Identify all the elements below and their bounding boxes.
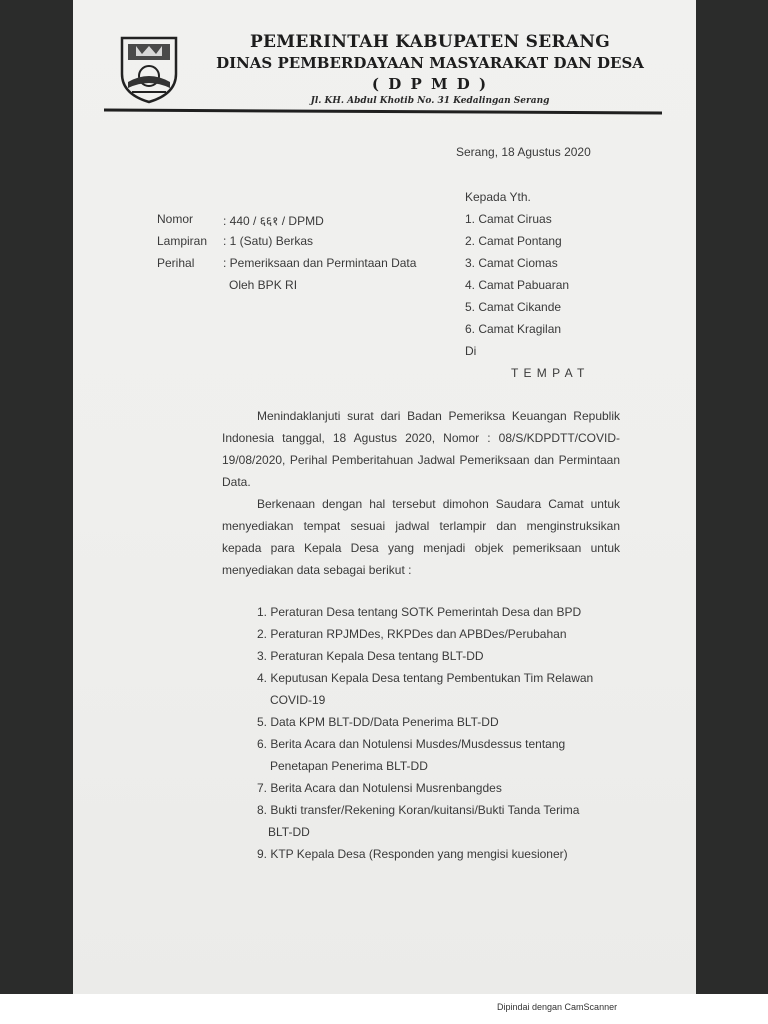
paragraph-2-line: menyediakan tempat sesuai jadwal terlampir dan menginstruksikan — [222, 519, 620, 533]
paragraph-2-line: Berkenaan dengan hal tersebut dimohon Saudara Camat untuk — [257, 497, 620, 511]
list-item: 8. Bukti transfer/Rekening Koran/kuitansi/Bukti Tanda Terima — [257, 803, 580, 817]
recipient-item: 6. Camat Kragilan — [465, 322, 562, 336]
perihal-value: : Pemeriksaan dan Permintaan Data — [223, 256, 417, 270]
list-item: 2. Peraturan RPJMDes, RKPDes dan APBDes/Perubahan — [257, 627, 567, 641]
list-item: 4. Keputusan Kepala Desa tentang Pembentukan Tim Relawan — [257, 671, 594, 685]
letter-date: Serang, 18 Agustus 2020 — [456, 145, 591, 159]
list-item: 9. KTP Kepala Desa (Responden yang mengisi kuesioner) — [257, 847, 568, 861]
recipient-intro: Kepada Yth. — [465, 190, 531, 204]
paragraph-1-line: Data. — [222, 475, 251, 489]
paragraph-1-line: 19/08/2020, Perihal Pemberitahuan Jadwal Pemeriksaan dan Permintaan — [222, 453, 620, 467]
recipient-item: 5. Camat Cikande — [465, 300, 562, 314]
list-item: 6. Berita Acara dan Notulensi Musdes/Musdessus tentang — [257, 737, 566, 751]
recipient-tempat: T E M P A T — [511, 366, 586, 380]
regency-coat-of-arms-icon — [114, 30, 184, 104]
letterhead-government: PEMERINTAH KABUPATEN SERANG — [249, 32, 611, 52]
recipient-item: 4. Camat Pabuaran — [465, 278, 570, 292]
list-item-continued: BLT-DD — [268, 825, 310, 839]
list-item: 5. Data KPM BLT-DD/Data Penerima BLT-DD — [257, 715, 499, 729]
lampiran-value: : 1 (Satu) Berkas — [223, 234, 314, 248]
paragraph-1-line: Indonesia tanggal, 18 Agustus 2020, Nomor : 08/S/KDPDTT/COVID- — [222, 431, 620, 445]
paragraph-1-line: Menindaklanjuti surat dari Badan Pemeriksa Keuangan Republik — [257, 409, 620, 423]
letterhead-address: Jl. KH. Abdul Khotib No. 31 Kedalingan Serang — [310, 96, 550, 106]
recipient-item: 2. Camat Pontang — [465, 234, 562, 248]
letterhead-agency: DINAS PEMBERDAYAAN MASYARAKAT DAN DESA — [216, 54, 644, 72]
list-item: 7. Berita Acara dan Notulensi Musrenbangdes — [257, 781, 502, 795]
scan-background-right — [696, 0, 768, 994]
recipient-item: 3. Camat Ciomas — [465, 256, 558, 270]
recipient-di: Di — [465, 344, 477, 358]
list-item: 3. Peraturan Kepala Desa tentang BLT-DD — [257, 649, 484, 663]
scan-background-left — [0, 0, 73, 994]
letterhead-acronym: ( D P M D ) — [371, 75, 489, 93]
paragraph-2-line: kepada para Kepala Desa yang menjadi objek pemeriksaan untuk — [222, 541, 620, 555]
nomor-label: Nomor — [157, 212, 194, 226]
list-item-continued: Penetapan Penerima BLT-DD — [270, 759, 428, 773]
perihal-value-continued: Oleh BPK RI — [229, 278, 298, 292]
list-item: 1. Peraturan Desa tentang SOTK Pemerintah Desa dan BPD — [257, 605, 582, 619]
paragraph-2-line: menyediakan data sebagai berikut : — [222, 563, 412, 577]
perihal-label: Perihal — [157, 256, 195, 270]
list-item-continued: COVID-19 — [270, 693, 326, 707]
recipient-item: 1. Camat Ciruas — [465, 212, 552, 226]
lampiran-label: Lampiran — [157, 234, 208, 248]
scanner-watermark: Dipindai dengan CamScanner — [497, 1002, 618, 1012]
nomor-value: : 440 / ६६१ / DPMD — [223, 214, 324, 228]
